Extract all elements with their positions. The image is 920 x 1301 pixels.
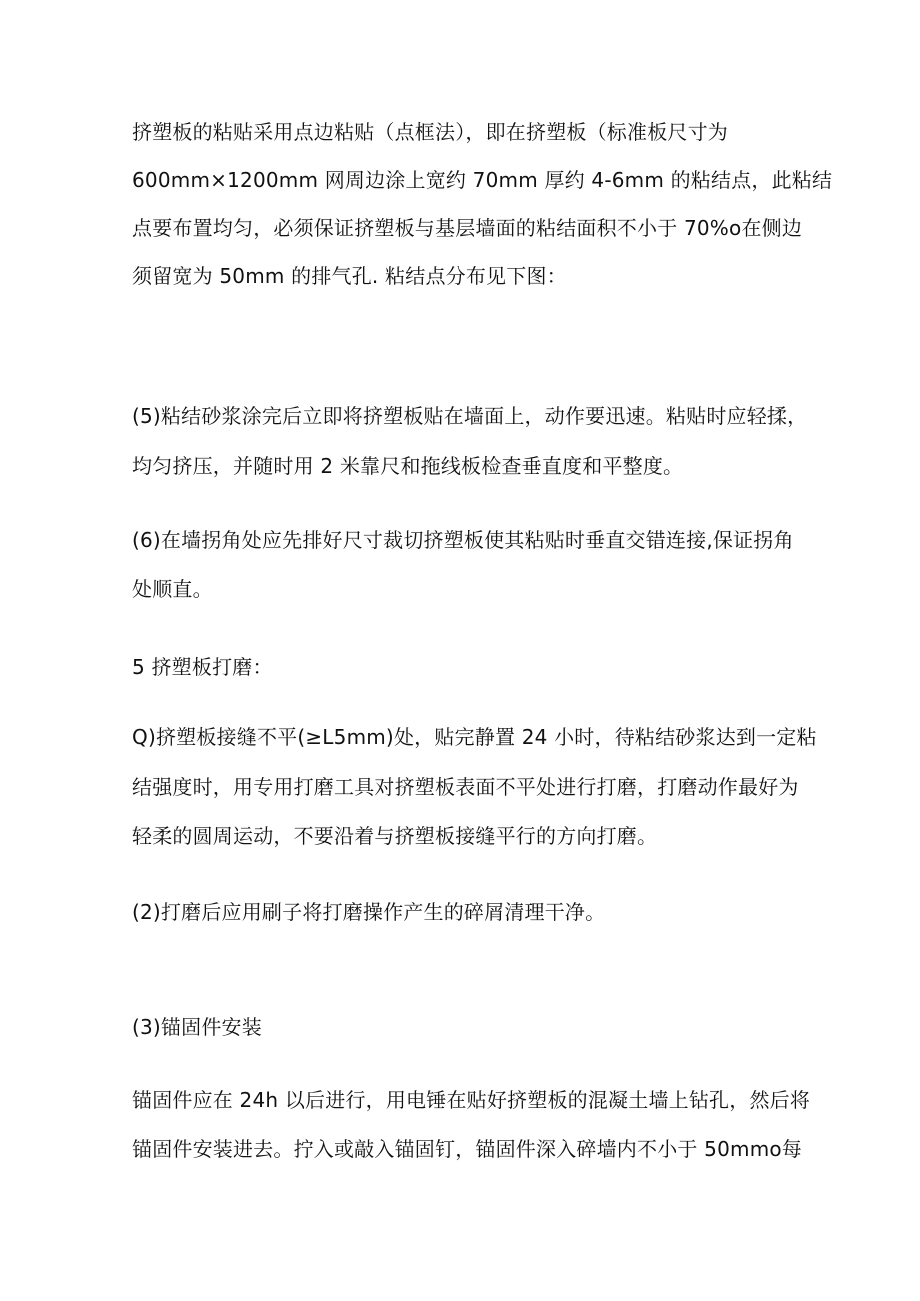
paragraph-line: (6)在墙拐角处应先排好尺寸裁切挤塑板使其粘贴时垂直交错连接,保证拐角 (132, 528, 794, 552)
paragraph-line: (2)打磨后应用刷子将打磨操作产生的碎屑清理干净。 (132, 900, 606, 924)
paragraph-line: 锚固件应在 24h 以后进行，用电锤在贴好挤塑板的混凝土墙上钻孔，然后将 (132, 1088, 811, 1112)
paragraph-line: 处顺直。 (132, 577, 213, 601)
paragraph-line: 均匀挤压，并随时用 2 米靠尺和拖线板检查垂直度和平整度。 (132, 454, 684, 478)
paragraph-line: 结强度时，用专用打磨工具对挤塑板表面不平处进行打磨，打磨动作最好为 (132, 775, 799, 799)
section-heading: 5 挤塑板打磨： (132, 655, 273, 679)
paragraph-line: 轻柔的圆周运动，不要沿着与挤塑板接缝平行的方向打磨。 (132, 824, 658, 848)
paragraph-line: 点要布置均匀，必须保证挤塑板与基层墙面的粘结面积不小于 70%o在侧边 (132, 216, 803, 240)
paragraph-line: Q)挤塑板接缝不平(≥L5mm)处，贴完静置 24 小时，待粘结砂浆达到一定粘 (132, 725, 817, 749)
subsection-heading: (3)锚固件安装 (132, 1015, 262, 1039)
paragraph-line: 锚固件安装进去。拧入或敲入锚固钉，锚固件深入碎墙内不小于 50mmo每 (132, 1137, 803, 1161)
paragraph-line: (5)粘结砂浆涂完后立即将挤塑板贴在墙面上，动作要迅速。粘贴时应轻揉， (132, 404, 808, 428)
paragraph-line: 须留宽为 50mm 的排气孔. 粘结点分布见下图： (132, 264, 567, 288)
paragraph-line: 挤塑板的粘贴采用点边粘贴（点框法），即在挤塑板（标准板尺寸为 (132, 120, 728, 144)
paragraph-line: 600mm×1200mm 网周边涂上宽约 70mm 厚约 4-6mm 的粘结点，此粘结 (132, 168, 833, 192)
